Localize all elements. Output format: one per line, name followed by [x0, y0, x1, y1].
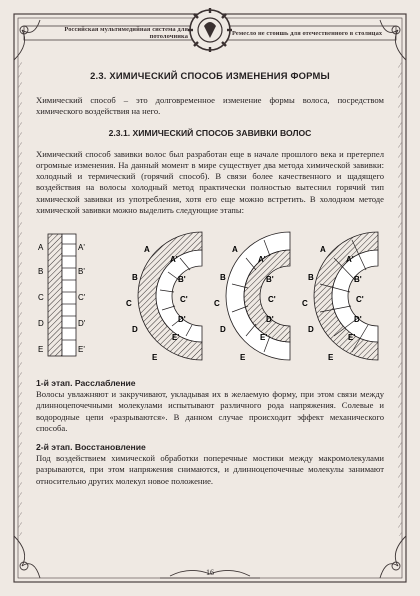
curl1-label-b-prime: B' [178, 275, 186, 285]
curl2-label-d: D [220, 325, 226, 335]
curl1-label-a: A [144, 245, 150, 255]
page-number: 16 [206, 568, 214, 577]
step-2-text: Под воздействием химической обработки поперечные мостики между макромолекулами разрываются, при этом напряжения снимаются, и длинноцепочечные молекулы занимают относительно других молекул новое положение. [36, 453, 384, 486]
label-c: C [38, 293, 44, 303]
curl1-label-e-prime: E' [172, 333, 180, 343]
curl3-label-b-prime: B' [354, 275, 362, 285]
curl1-label-c-prime: C' [180, 295, 188, 305]
subsection-paragraph: Химический способ завивки волос был разработан еще в начале прошлого века и претерпел огромные изменения. На данный момент в мире существует два метода химической завивки: холодный и термический (горячий способ). В связи более качественного и щадящего воздействия на волосы холодный метод практически полностью вытеснил горячий тип химической завивки из употребления, хотя его еще можно встретить. В холодном методе химической завивки можно выделить следующие этапы: [36, 148, 384, 215]
section-title: 2.3. ХИМИЧЕСКИЙ СПОСОБ ИЗМЕНЕНИЯ ФОРМЫ [90, 70, 330, 81]
curl1-label-d: D [132, 325, 138, 335]
label-c-prime: C' [78, 293, 86, 303]
curl3-label-c-prime: C' [356, 295, 364, 305]
curl2-label-c: C [214, 299, 220, 309]
curl2-label-e-prime: E' [260, 333, 268, 343]
label-d-prime: D' [78, 319, 86, 329]
curl1-label-b: B [132, 273, 138, 283]
diagram-curl-1 [126, 232, 202, 362]
curl1-label-d-prime: D' [178, 315, 186, 325]
curl1-label-e: E [152, 353, 158, 363]
step-2-title: 2-й этап. Восстановление [36, 442, 146, 453]
diagram-curl-2 [214, 232, 290, 362]
diagram-curl-3 [302, 232, 378, 362]
curl2-label-d-prime: D' [266, 315, 274, 325]
section-intro: Химический способ – это долговременное изменение формы волоса, посредством химического воздействия на него. [36, 95, 384, 117]
label-d: D [38, 319, 44, 329]
curl2-label-b-prime: B' [266, 275, 274, 285]
curl2-label-e: E [240, 353, 246, 363]
label-e-prime: E' [78, 345, 85, 355]
curl3-label-c: C [302, 299, 308, 309]
label-e: E [38, 345, 44, 355]
label-a: A [38, 243, 44, 253]
step-1-text: Волосы увлажняют и закручивают, укладывая их в желаемую форму, при этом связи между длинноцепочечными молекулами испытывают различного рода напряжения. Солевые и водородные цепи «разрываются». В данном случае происходит эффект механического способа. [36, 389, 384, 433]
curl2-label-b: B [220, 273, 226, 283]
diagram-svg [36, 222, 384, 370]
header-band [30, 24, 390, 42]
header-left-text: Российская мультимедийная система для потолочника [64, 26, 188, 40]
subsection-title: 2.3.1. ХИМИЧЕСКИЙ СПОСОБ ЗАВИВКИ ВОЛОС [108, 127, 312, 138]
curl3-label-b: B [308, 273, 314, 283]
label-b-prime: B' [78, 267, 85, 277]
curl3-label-a-prime: A' [346, 255, 354, 265]
curl3-label-e-prime: E' [348, 333, 356, 343]
curl2-label-a-prime: A' [258, 255, 266, 265]
curl3-label-a: A [320, 245, 326, 255]
curl2-label-c-prime: C' [268, 295, 276, 305]
curl1-label-a-prime: A' [170, 255, 178, 265]
curl3-label-e: E [328, 353, 334, 363]
page-content [36, 70, 384, 487]
diagram-straight-strand [38, 234, 86, 356]
curl2-label-a: A [232, 245, 238, 255]
header-right-text: Ремесло не стоишь для отечественного в столицах [232, 29, 383, 37]
step-1-title: 1-й этап. Расслабление [36, 378, 136, 389]
label-b: B [38, 267, 44, 277]
label-a-prime: A' [78, 243, 85, 253]
curl3-label-d: D [308, 325, 314, 335]
curl3-label-d-prime: D' [354, 315, 362, 325]
hair-structure-diagrams [36, 222, 384, 370]
curl1-label-c: C [126, 299, 132, 309]
